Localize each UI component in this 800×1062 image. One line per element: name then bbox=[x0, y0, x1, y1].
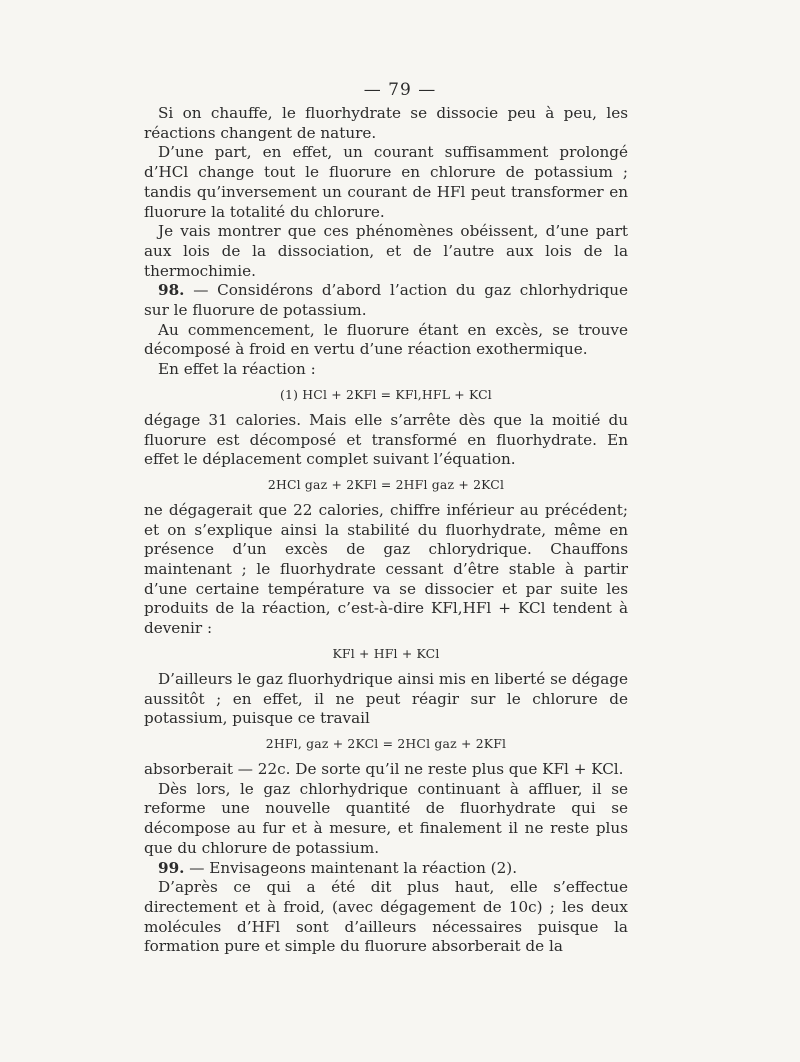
section-number: 98. bbox=[158, 281, 185, 300]
paragraph: D’ailleurs le gaz fluorhydrique ainsi mis en liberté se dégage aussitôt ; en effet, il ne peut réagir sur le chlorure de potassium, puisque ce travail bbox=[144, 669, 628, 728]
paragraph: absorberait — 22c. De sorte qu’il ne reste plus que KFl + KCl. bbox=[144, 759, 624, 778]
paragraph: Si on chauffe, le fluorhydrate se dissocie peu à peu, les réactions changent de nature. bbox=[144, 104, 628, 142]
equation: (1) HCl + 2KFl = KFl,HFL + KCl bbox=[280, 386, 492, 402]
section-text: — Envisageons maintenant la réaction (2). bbox=[184, 858, 518, 877]
paragraph: ne dégagerait que 22 calories, chiffre inférieur au précédent; et on s’explique ainsi la stabilité du fluorhydrate, même en présence d’un excès de gaz chlorydrique. Chauffons maintenant ; le fluorhydrate cessant d’être stable à partir d’une certaine température va se dissocier et par suite les produits de la réaction, c’est-à-dire KFl,HFl + KCl tendent à devenir : bbox=[144, 500, 628, 638]
equation: 2HCl gaz + 2KFl = 2HFl gaz + 2KCl bbox=[267, 476, 505, 492]
paragraph: dégage 31 calories. Mais elle s’arrête dès que la moitié du fluorure est décomposé et transformé en fluorhydrate. En effet le déplacement complet suivant l’équation. bbox=[144, 410, 628, 469]
section-text: — Considérons d’abord l’action du gaz chlorhydrique sur le fluorure de potassium. bbox=[144, 281, 628, 320]
equation: KFl + HFl + KCl bbox=[332, 645, 440, 661]
section-99 bbox=[144, 859, 628, 879]
equation: 2HFl, gaz + 2KCl = 2HCl gaz + 2KFl bbox=[265, 735, 507, 751]
paragraph: D’une part, en effet, un courant suffisamment prolongé d’HCl change tout le fluorure en chlorure de potassium ; tandis qu’inversement un courant de HFl peut transformer en fluorure la totalité du chlorure. bbox=[144, 143, 628, 221]
paragraph: Je vais montrer que ces phénomènes obéissent, d’une part aux lois de la dissociation, et de l’autre aux lois de la thermochimie. bbox=[144, 222, 628, 280]
paragraph: En effet la réaction : bbox=[158, 360, 316, 379]
page-number: — 79 — bbox=[363, 80, 437, 100]
paragraph: D’après ce qui a été dit plus haut, elle s’effectue directement et à froid, (avec dégagement de 10c) ; les deux molécules d’HFl sont d’ailleurs nécessaires puisque la formation pure et simple du fluorure absorberait de la bbox=[144, 878, 628, 956]
paragraph: Au commencement, le fluorure étant en excès, se trouve décomposé à froid en vertu d’une réaction exothermique. bbox=[144, 320, 628, 359]
body-text bbox=[144, 104, 628, 957]
paragraph: Dès lors, le gaz chlorhydrique continuant à affluer, il se reforme une nouvelle quantité de fluorhydrate qui se décompose au fur et à mesure, et finalement il ne reste plus que du chlorure de potassium. bbox=[144, 779, 628, 857]
section-98 bbox=[144, 281, 628, 320]
section-number: 99. bbox=[158, 858, 185, 877]
